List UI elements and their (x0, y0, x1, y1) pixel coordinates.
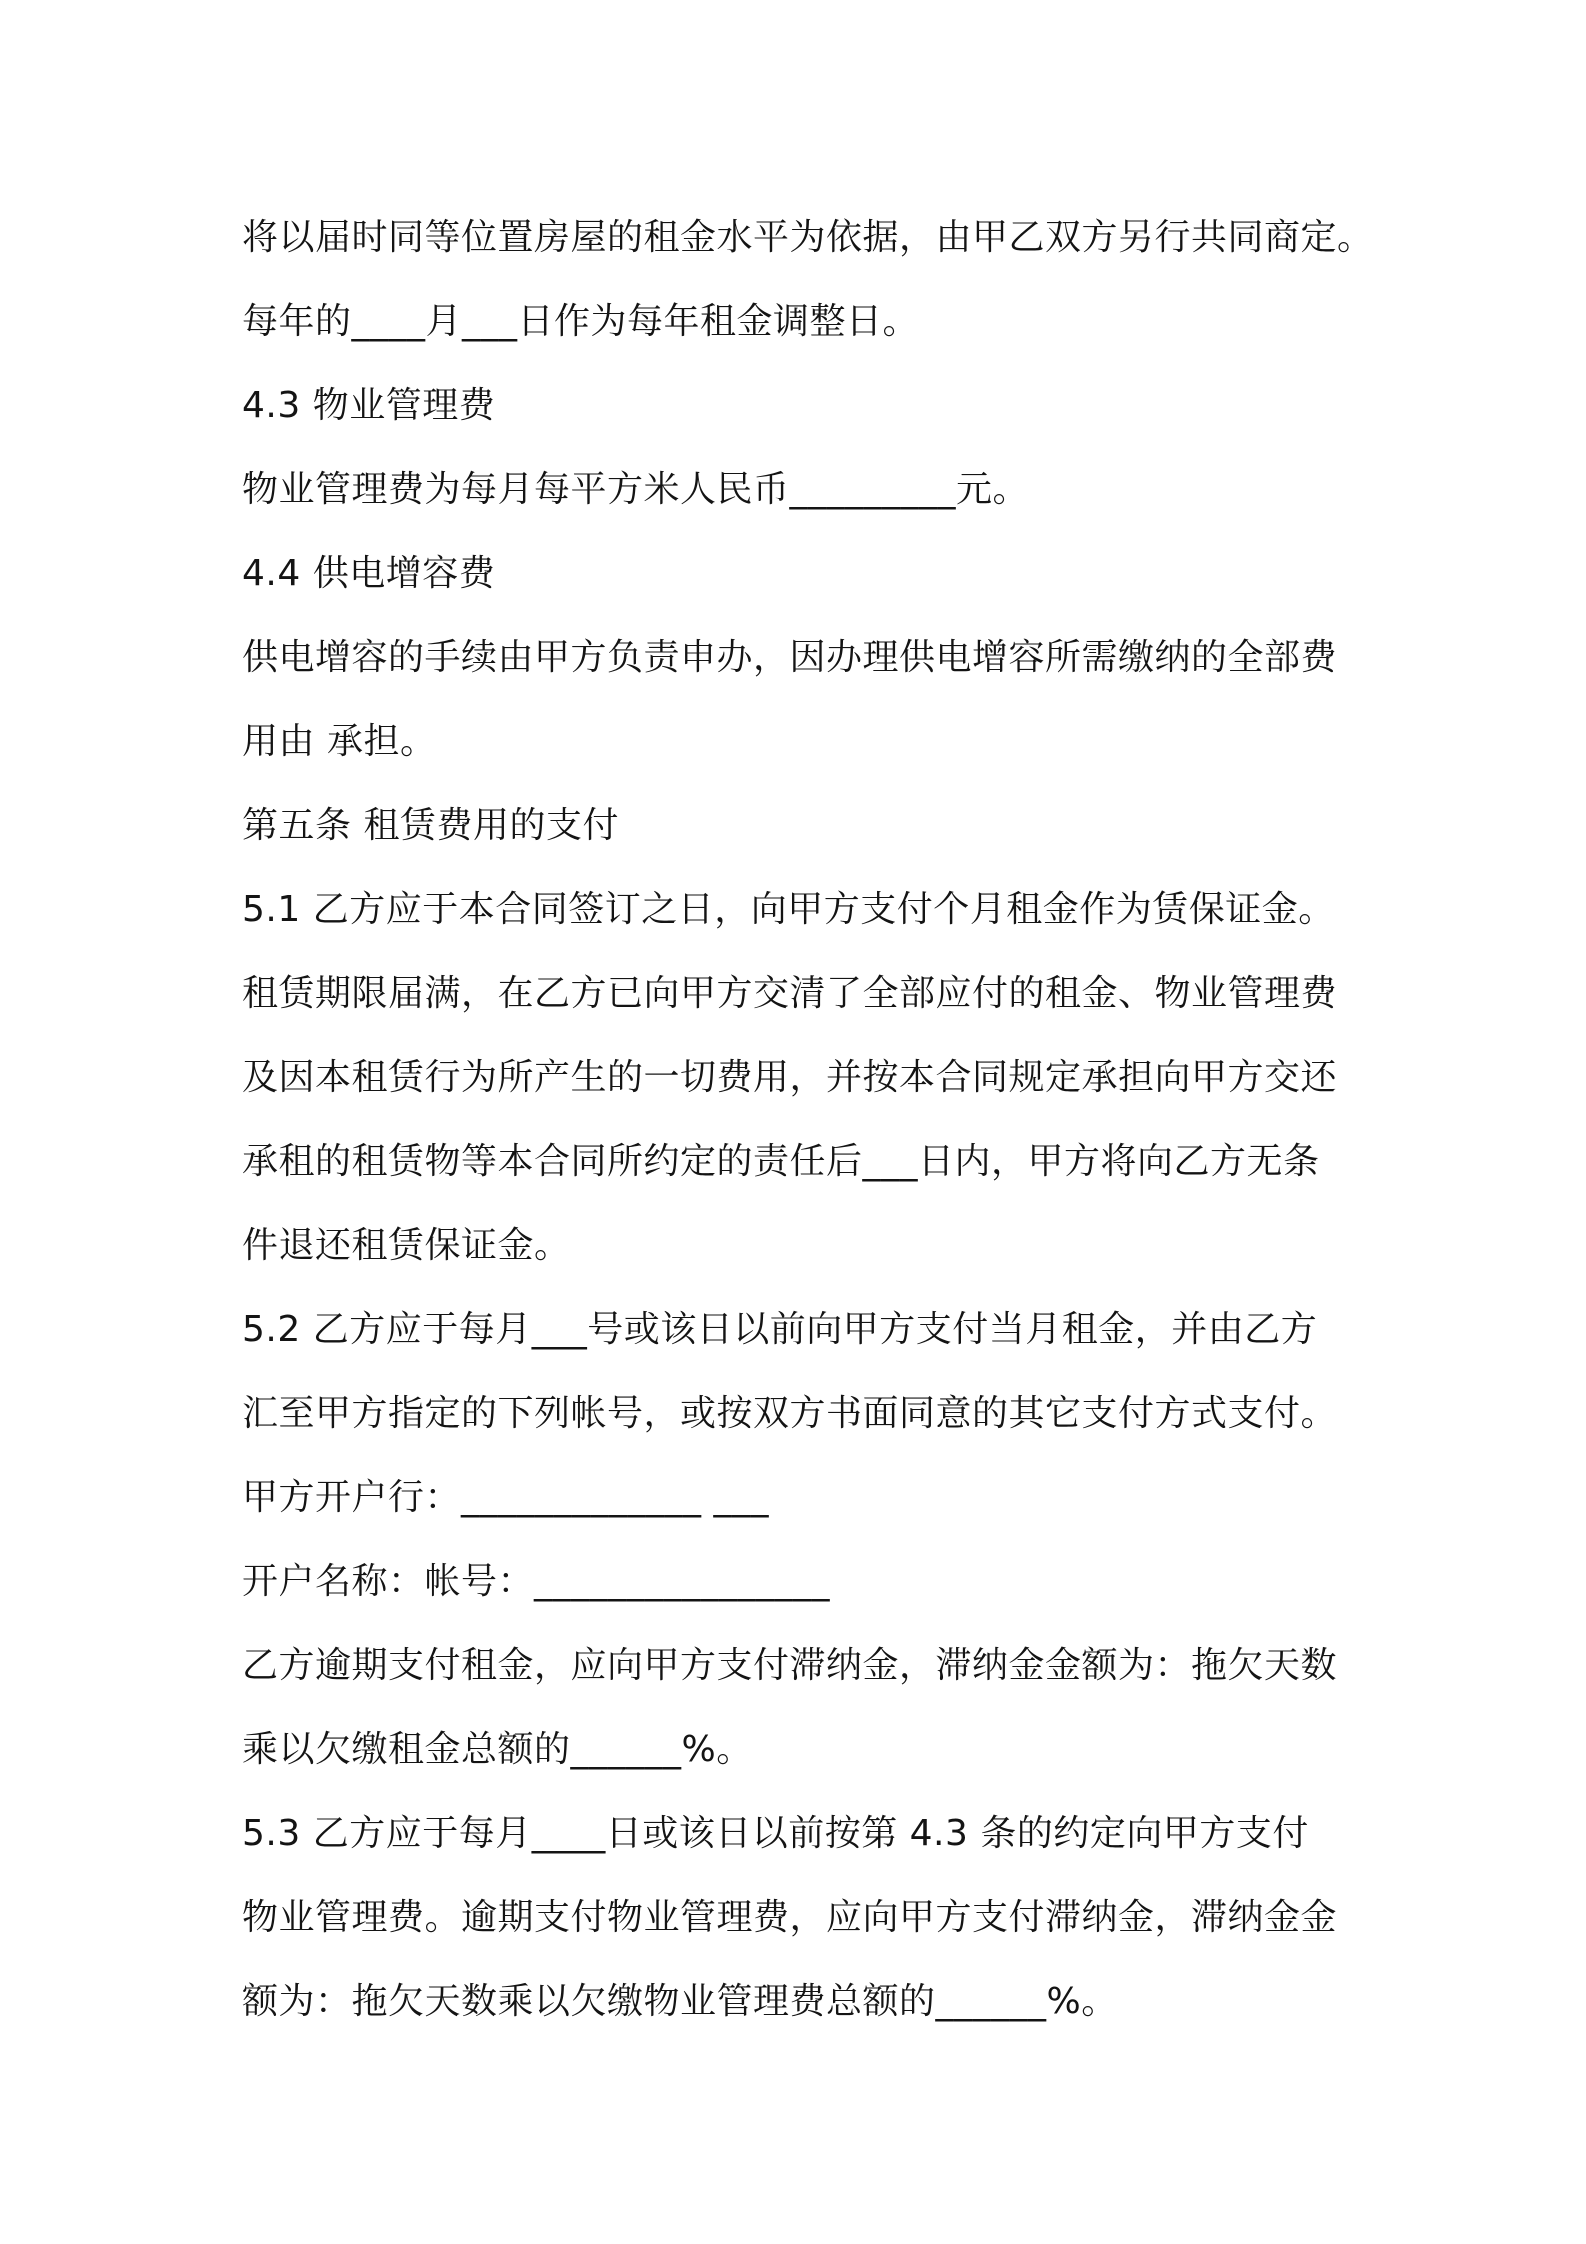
text-line: 物业管理费为每月每平方米人民币_________元。 (242, 469, 1030, 510)
text-line: 每年的____月___日作为每年租金调整日。 (242, 301, 920, 342)
text-line: 额为：拖欠天数乘以欠缴物业管理费总额的______%。 (242, 1981, 1118, 2022)
text-line: 5.3 乙方应于每月____日或该日以前按第 4.3 条的约定向甲方支付 (242, 1813, 1309, 1854)
section-heading: 4.4 供电增容费 (242, 553, 496, 594)
text-line: 租赁期限届满，在乙方已向甲方交清了全部应付的租金、物业管理费 (242, 973, 1338, 1014)
text-line: 及因本租赁行为所产生的一切费用，并按本合同规定承担向甲方交还 (242, 1057, 1338, 1098)
text-line: 汇至甲方指定的下列帐号，或按双方书面同意的其它支付方式支付。 (242, 1393, 1338, 1434)
text-line: 承租的租赁物等本合同所约定的责任后___日内，甲方将向乙方无条 (242, 1141, 1320, 1182)
text-line: 甲方开户行：_____________ ___ (242, 1477, 769, 1518)
text-line: 用由 承担。 (242, 721, 437, 762)
text-line: 5.1 乙方应于本合同签订之日，向甲方支付个月租金作为赁保证金。 (242, 889, 1335, 930)
contract-text-body (242, 196, 1382, 2044)
text-line: 开户名称：帐号：________________ (242, 1561, 831, 1602)
text-line: 乘以欠缴租金总额的______%。 (242, 1729, 753, 1770)
text-line: 物业管理费。逾期支付物业管理费，应向甲方支付滞纳金，滞纳金金 (242, 1897, 1338, 1938)
text-line: 5.2 乙方应于每月___号或该日以前向甲方支付当月租金，并由乙方 (242, 1309, 1318, 1350)
text-line: 将以届时同等位置房屋的租金水平为依据，由甲乙双方另行共同商定。 (242, 217, 1374, 258)
text-line: 供电增容的手续由甲方负责申办，因办理供电增容所需缴纳的全部费 (242, 637, 1338, 678)
article-heading: 第五条 租赁费用的支付 (242, 805, 619, 846)
text-line: 乙方逾期支付租金，应向甲方支付滞纳金，滞纳金金额为：拖欠天数 (242, 1645, 1338, 1686)
text-line: 件退还租赁保证金。 (242, 1225, 571, 1266)
section-heading: 4.3 物业管理费 (242, 385, 496, 426)
